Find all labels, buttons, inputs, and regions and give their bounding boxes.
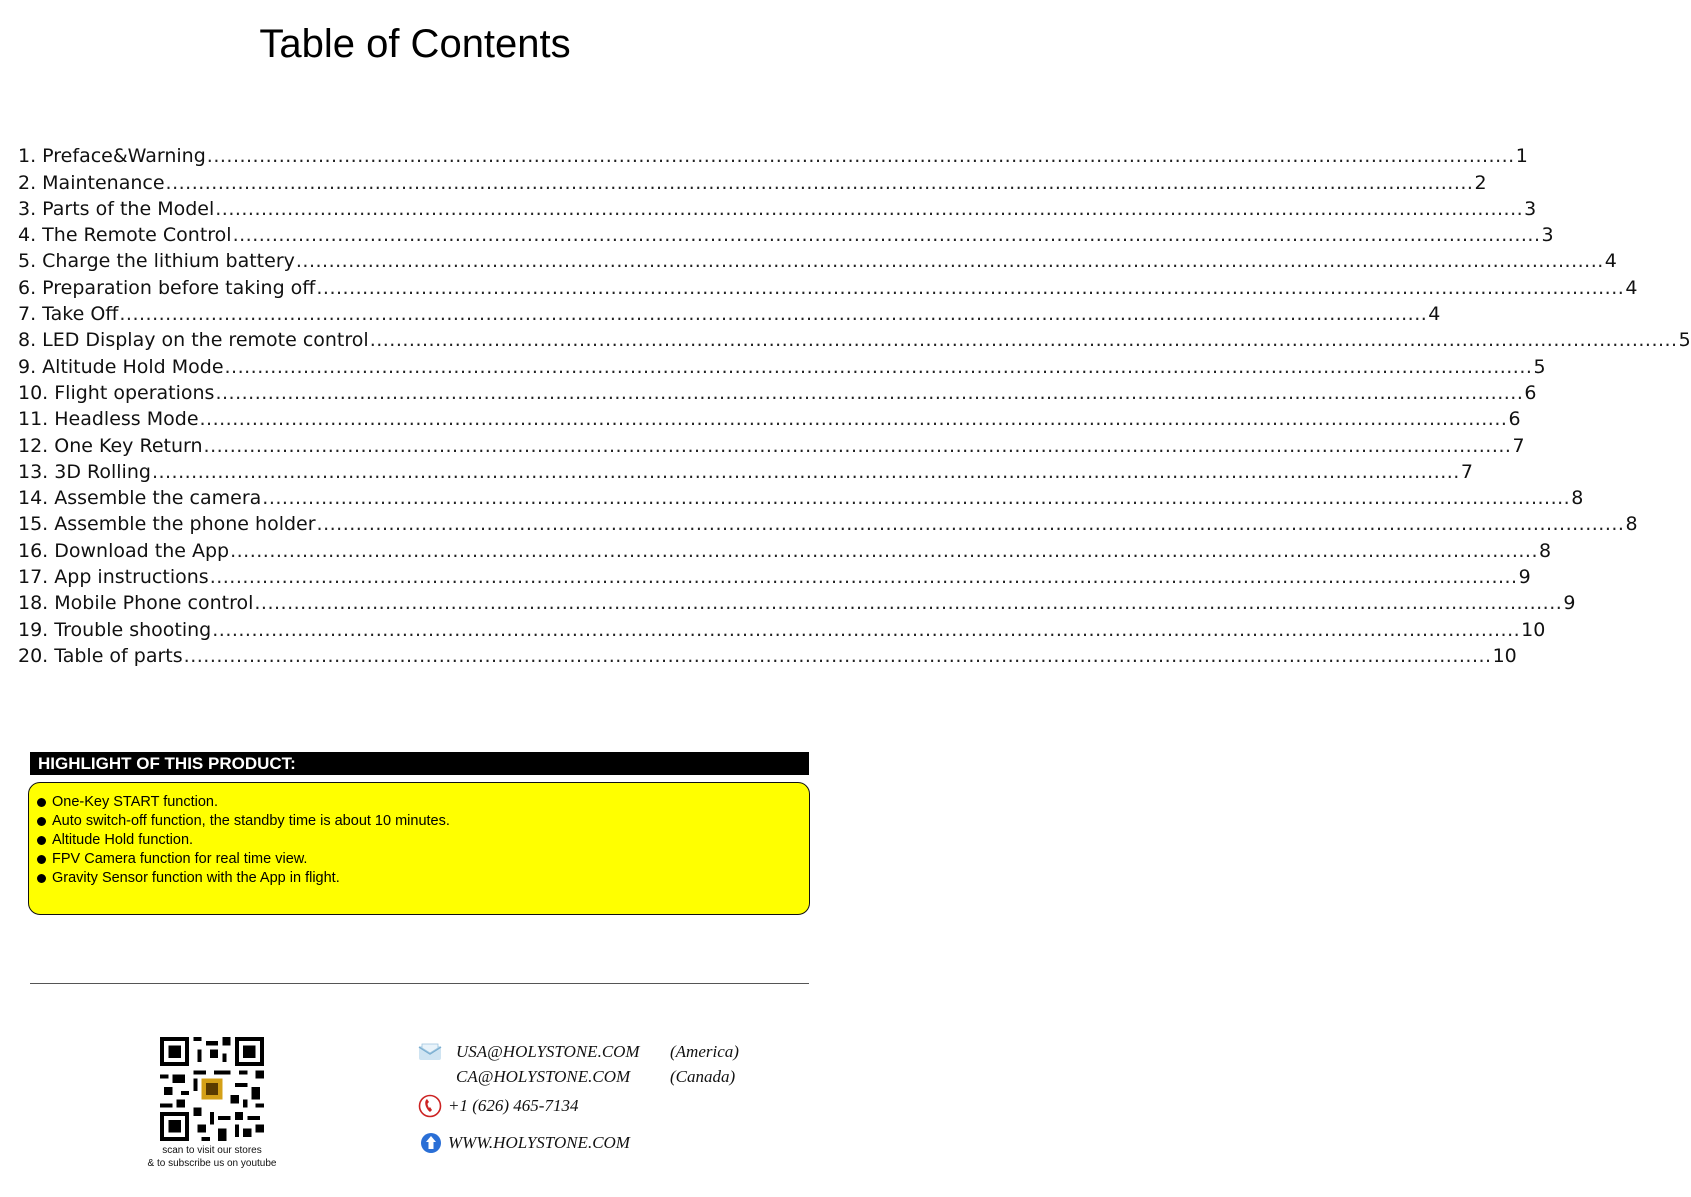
qr-caption-line1: scan to visit our stores	[162, 1145, 262, 1156]
highlight-item	[37, 831, 809, 850]
toc-leader-dots: ........................................................................................................................................................................................................	[232, 224, 1541, 247]
toc-entry-page: 6	[1524, 381, 1537, 404]
toc-leader-dots: ........................................................................................................................................................................................................	[224, 355, 1533, 378]
toc-entry-label: 4. The Remote Control	[18, 224, 232, 247]
bullet-icon	[37, 836, 46, 845]
toc-entry[interactable]	[18, 246, 1617, 273]
toc-entry-page: 4	[1625, 276, 1638, 299]
toc-entry[interactable]	[18, 141, 1528, 168]
bullet-icon	[37, 817, 46, 826]
toc-entry[interactable]	[18, 614, 1546, 641]
toc-entry[interactable]	[18, 404, 1521, 431]
toc-entry[interactable]	[18, 457, 1473, 483]
toc-entry-page: 10	[1492, 644, 1517, 667]
mail-icon	[418, 1043, 442, 1061]
toc-entry[interactable]	[18, 483, 1584, 510]
email-usa-link[interactable]	[456, 1042, 640, 1062]
toc-entry-label: 13. 3D Rolling	[18, 460, 151, 483]
email-usa: USA@HOLYSTONE.COM	[456, 1042, 640, 1061]
website-link[interactable]: WWW.HOLYSTONE.COM	[448, 1133, 630, 1152]
toc-entry-label: 9. Altitude Hold Mode	[18, 355, 224, 378]
toc-entry[interactable]	[18, 167, 1487, 194]
toc-entry-label: 10. Flight operations	[18, 381, 215, 404]
toc-leader-dots: ........................................................................................................................................................................................................	[203, 434, 1512, 457]
email-usa-region: (America)	[670, 1042, 739, 1061]
highlight-item	[37, 812, 809, 831]
page-title: Table of Contents	[259, 22, 571, 66]
highlight-item-text: Altitude Hold function.	[52, 832, 194, 848]
highlight-item	[37, 850, 809, 869]
highlight-heading: HIGHLIGHT OF THIS PRODUCT:	[30, 752, 809, 775]
email-ca-link[interactable]	[456, 1067, 630, 1087]
toc-leader-dots: ........................................................................................................................................................................................................	[151, 460, 1460, 483]
toc-entry-page: 1	[1515, 145, 1528, 168]
phone-icon	[418, 1094, 442, 1118]
qr-code[interactable]	[160, 1037, 264, 1141]
toc-entry-label: 18. Mobile Phone control	[18, 592, 254, 615]
phone-number[interactable]: +1 (626) 465-7134	[448, 1096, 579, 1115]
toc-entry-label: 6. Preparation before taking off	[18, 276, 316, 299]
toc-leader-dots: ........................................................................................................................................................................................................	[215, 381, 1524, 404]
toc-leader-dots: ........................................................................................................................................................................................................	[262, 487, 1571, 510]
toc-entry-page: 4	[1428, 303, 1441, 326]
toc-entry-page: 8	[1539, 539, 1552, 562]
bullet-icon	[37, 798, 46, 807]
qr-caption-line2: & to subscribe us on youtube	[147, 1158, 277, 1169]
toc-entry-page: 10	[1521, 618, 1546, 641]
highlight-item	[37, 793, 809, 812]
toc-entry-label: 19. Trouble shooting	[18, 618, 212, 641]
toc-leader-dots: ........................................................................................................................................................................................................	[316, 513, 1625, 536]
toc-entry-page: 7	[1512, 434, 1525, 457]
toc-entry-label: 12. One Key Return	[18, 434, 203, 457]
toc-entry-page: 6	[1508, 408, 1521, 431]
toc-leader-dots: ........................................................................................................................................................................................................	[165, 171, 1474, 194]
toc-leader-dots: ........................................................................................................................................................................................................	[215, 197, 1524, 220]
toc-entry-label: 3. Parts of the Model	[18, 197, 215, 220]
toc-entry[interactable]	[18, 194, 1537, 220]
toc-leader-dots: ........................................................................................................................................................................................................	[230, 539, 1538, 562]
toc-entry[interactable]	[18, 325, 1691, 352]
toc-entry[interactable]	[18, 535, 1552, 562]
toc-entry-label: 8. LED Display on the remote control	[18, 329, 369, 352]
toc-entry[interactable]	[18, 220, 1554, 247]
globe-icon	[420, 1132, 442, 1154]
bullet-icon	[37, 855, 46, 864]
toc-leader-dots: ........................................................................................................................................................................................................	[199, 408, 1508, 431]
toc-entry-label: 20. Table of parts	[18, 644, 183, 667]
highlight-item-text: Gravity Sensor function with the App in flight.	[52, 870, 340, 886]
toc-entry-page: 3	[1541, 224, 1554, 247]
toc-entry-label: 14. Assemble the camera	[18, 487, 262, 510]
highlight-item-text: One-Key START function.	[52, 794, 219, 810]
toc-leader-dots: ........................................................................................................................................................................................................	[209, 566, 1518, 589]
toc-leader-dots: ........................................................................................................................................................................................................	[295, 250, 1604, 273]
toc-entry-page: 7	[1460, 460, 1473, 483]
toc-entry-page: 2	[1474, 171, 1487, 194]
email-ca-region: (Canada)	[670, 1067, 736, 1086]
toc-entry[interactable]	[18, 299, 1441, 326]
toc-leader-dots: ........................................................................................................................................................................................................	[183, 644, 1492, 667]
toc-leader-dots: ........................................................................................................................................................................................................	[369, 329, 1678, 352]
toc-entry[interactable]	[18, 588, 1576, 615]
toc-leader-dots: ........................................................................................................................................................................................................	[212, 618, 1521, 641]
toc-entry-page: 8	[1625, 513, 1638, 536]
highlight-item	[37, 869, 809, 888]
toc-entry[interactable]	[18, 562, 1531, 589]
toc-entry-label: 16. Download the App	[18, 539, 230, 562]
highlight-item-text: Auto switch-off function, the standby time is about 10 minutes.	[52, 813, 450, 829]
toc-leader-dots: ........................................................................................................................................................................................................	[206, 145, 1515, 168]
toc-entry-label: 11. Headless Mode	[18, 408, 199, 431]
toc-entry[interactable]	[18, 351, 1546, 378]
toc-leader-dots: ........................................................................................................................................................................................................	[119, 303, 1428, 326]
toc-entry[interactable]	[18, 641, 1517, 667]
toc-entry-page: 5	[1533, 355, 1546, 378]
highlight-item-text: FPV Camera function for real time view.	[52, 851, 308, 867]
table-of-contents	[18, 141, 1691, 667]
toc-entry-label: 1. Preface&Warning	[18, 145, 206, 168]
toc-entry[interactable]	[18, 378, 1537, 404]
toc-entry-page: 9	[1563, 592, 1576, 615]
toc-leader-dots: ........................................................................................................................................................................................................	[254, 592, 1563, 615]
toc-entry[interactable]	[18, 509, 1638, 536]
toc-entry-page: 9	[1518, 566, 1531, 589]
toc-entry-label: 15. Assemble the phone holder	[18, 513, 316, 536]
toc-entry[interactable]	[18, 430, 1525, 457]
toc-entry-page: 8	[1571, 487, 1584, 510]
toc-entry-page: 5	[1678, 329, 1691, 352]
toc-entry-page: 3	[1524, 197, 1537, 220]
email-ca: CA@HOLYSTONE.COM	[456, 1067, 631, 1086]
toc-leader-dots: ........................................................................................................................................................................................................	[316, 276, 1625, 299]
bullet-icon	[37, 874, 46, 883]
divider	[30, 983, 809, 984]
toc-entry-label: 5. Charge the lithium battery	[18, 250, 295, 273]
toc-entry-label: 17. App instructions	[18, 566, 209, 589]
toc-entry-page: 4	[1604, 250, 1617, 273]
highlight-box	[28, 782, 810, 915]
toc-entry-label: 2. Maintenance	[18, 171, 165, 194]
toc-entry[interactable]	[18, 272, 1638, 299]
toc-entry-label: 7. Take Off	[18, 303, 119, 326]
